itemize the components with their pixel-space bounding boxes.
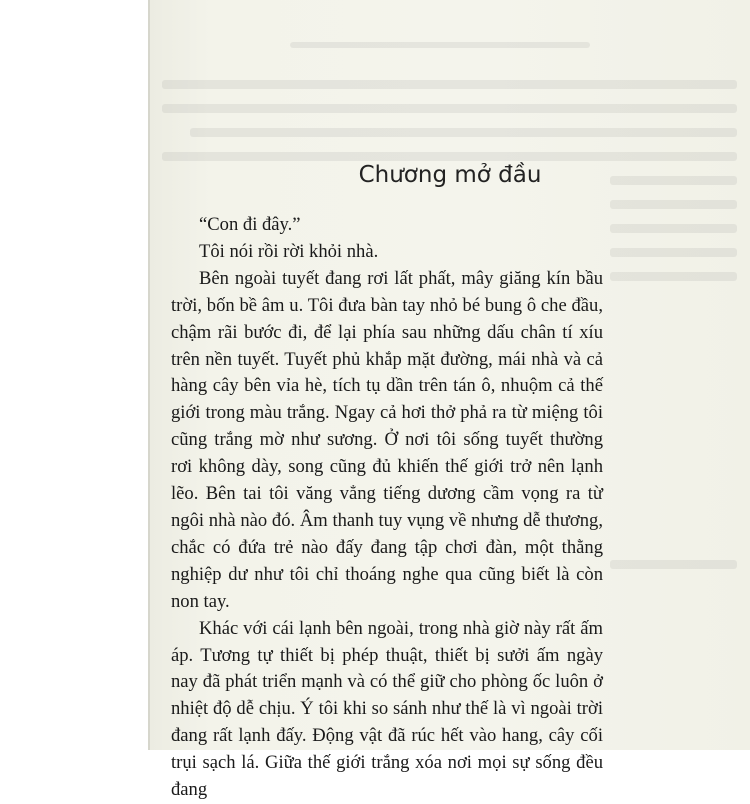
paragraph: Tôi nói rồi rời khỏi nhà. [199, 240, 379, 262]
paragraph: Khác với cái lạnh bên ngoài, trong nhà giờ này rất ấm áp. Tương tự thiết bị phép thuật, thiết bị sưởi ấm ngày nay đã phát triển mạnh và có thể giữ cho phòng ốc luôn ở nhiệt độ dễ chịu. Ý tôi khi so sánh như thế là vì ngoài trời đang rất lạnh đấy. Động vật đã rúc hết vào hang, cây cối trụi sạch lá. Giữa thế giới trắng xóa nơi mọi sự sống đều đang [171, 617, 603, 801]
paragraph: Bên ngoài tuyết đang rơi lất phất, mây giăng kín bầu trời, bốn bề âm u. Tôi đưa bàn tay nhỏ bé bung ô che đầu, chậm rãi bước đi, để lại phía sau những dấu chân tí xíu trên nền tuyết. Tuyết phủ khắp mặt đường, mái nhà và cả hàng cây bên vỉa hè, tích tụ dần trên tán ô, nhuộm cả thế giới trong màu trắng. Ngay cả hơi thở phả ra từ miệng tôi cũng trắng mờ như sương. Ở nơi tôi sống tuyết thường rơi không dày, song cũng đủ khiến thế giới trở nên lạnh lẽo. Bên tai tôi văng vẳng tiếng dương cầm vọng ra từ ngôi nhà nào đó. Âm thanh tuy vụng về nhưng dễ thương, chắc có đứa trẻ nào đấy đang tập chơi đàn, một thằng nghiệp dư như tôi chỉ thoáng nghe qua cũng biết là còn non tay. [171, 267, 603, 612]
chapter-title: Chương mở đầu [358, 162, 542, 188]
paragraph: “Con đi đây.” [199, 214, 301, 235]
chapter-body [171, 212, 603, 804]
